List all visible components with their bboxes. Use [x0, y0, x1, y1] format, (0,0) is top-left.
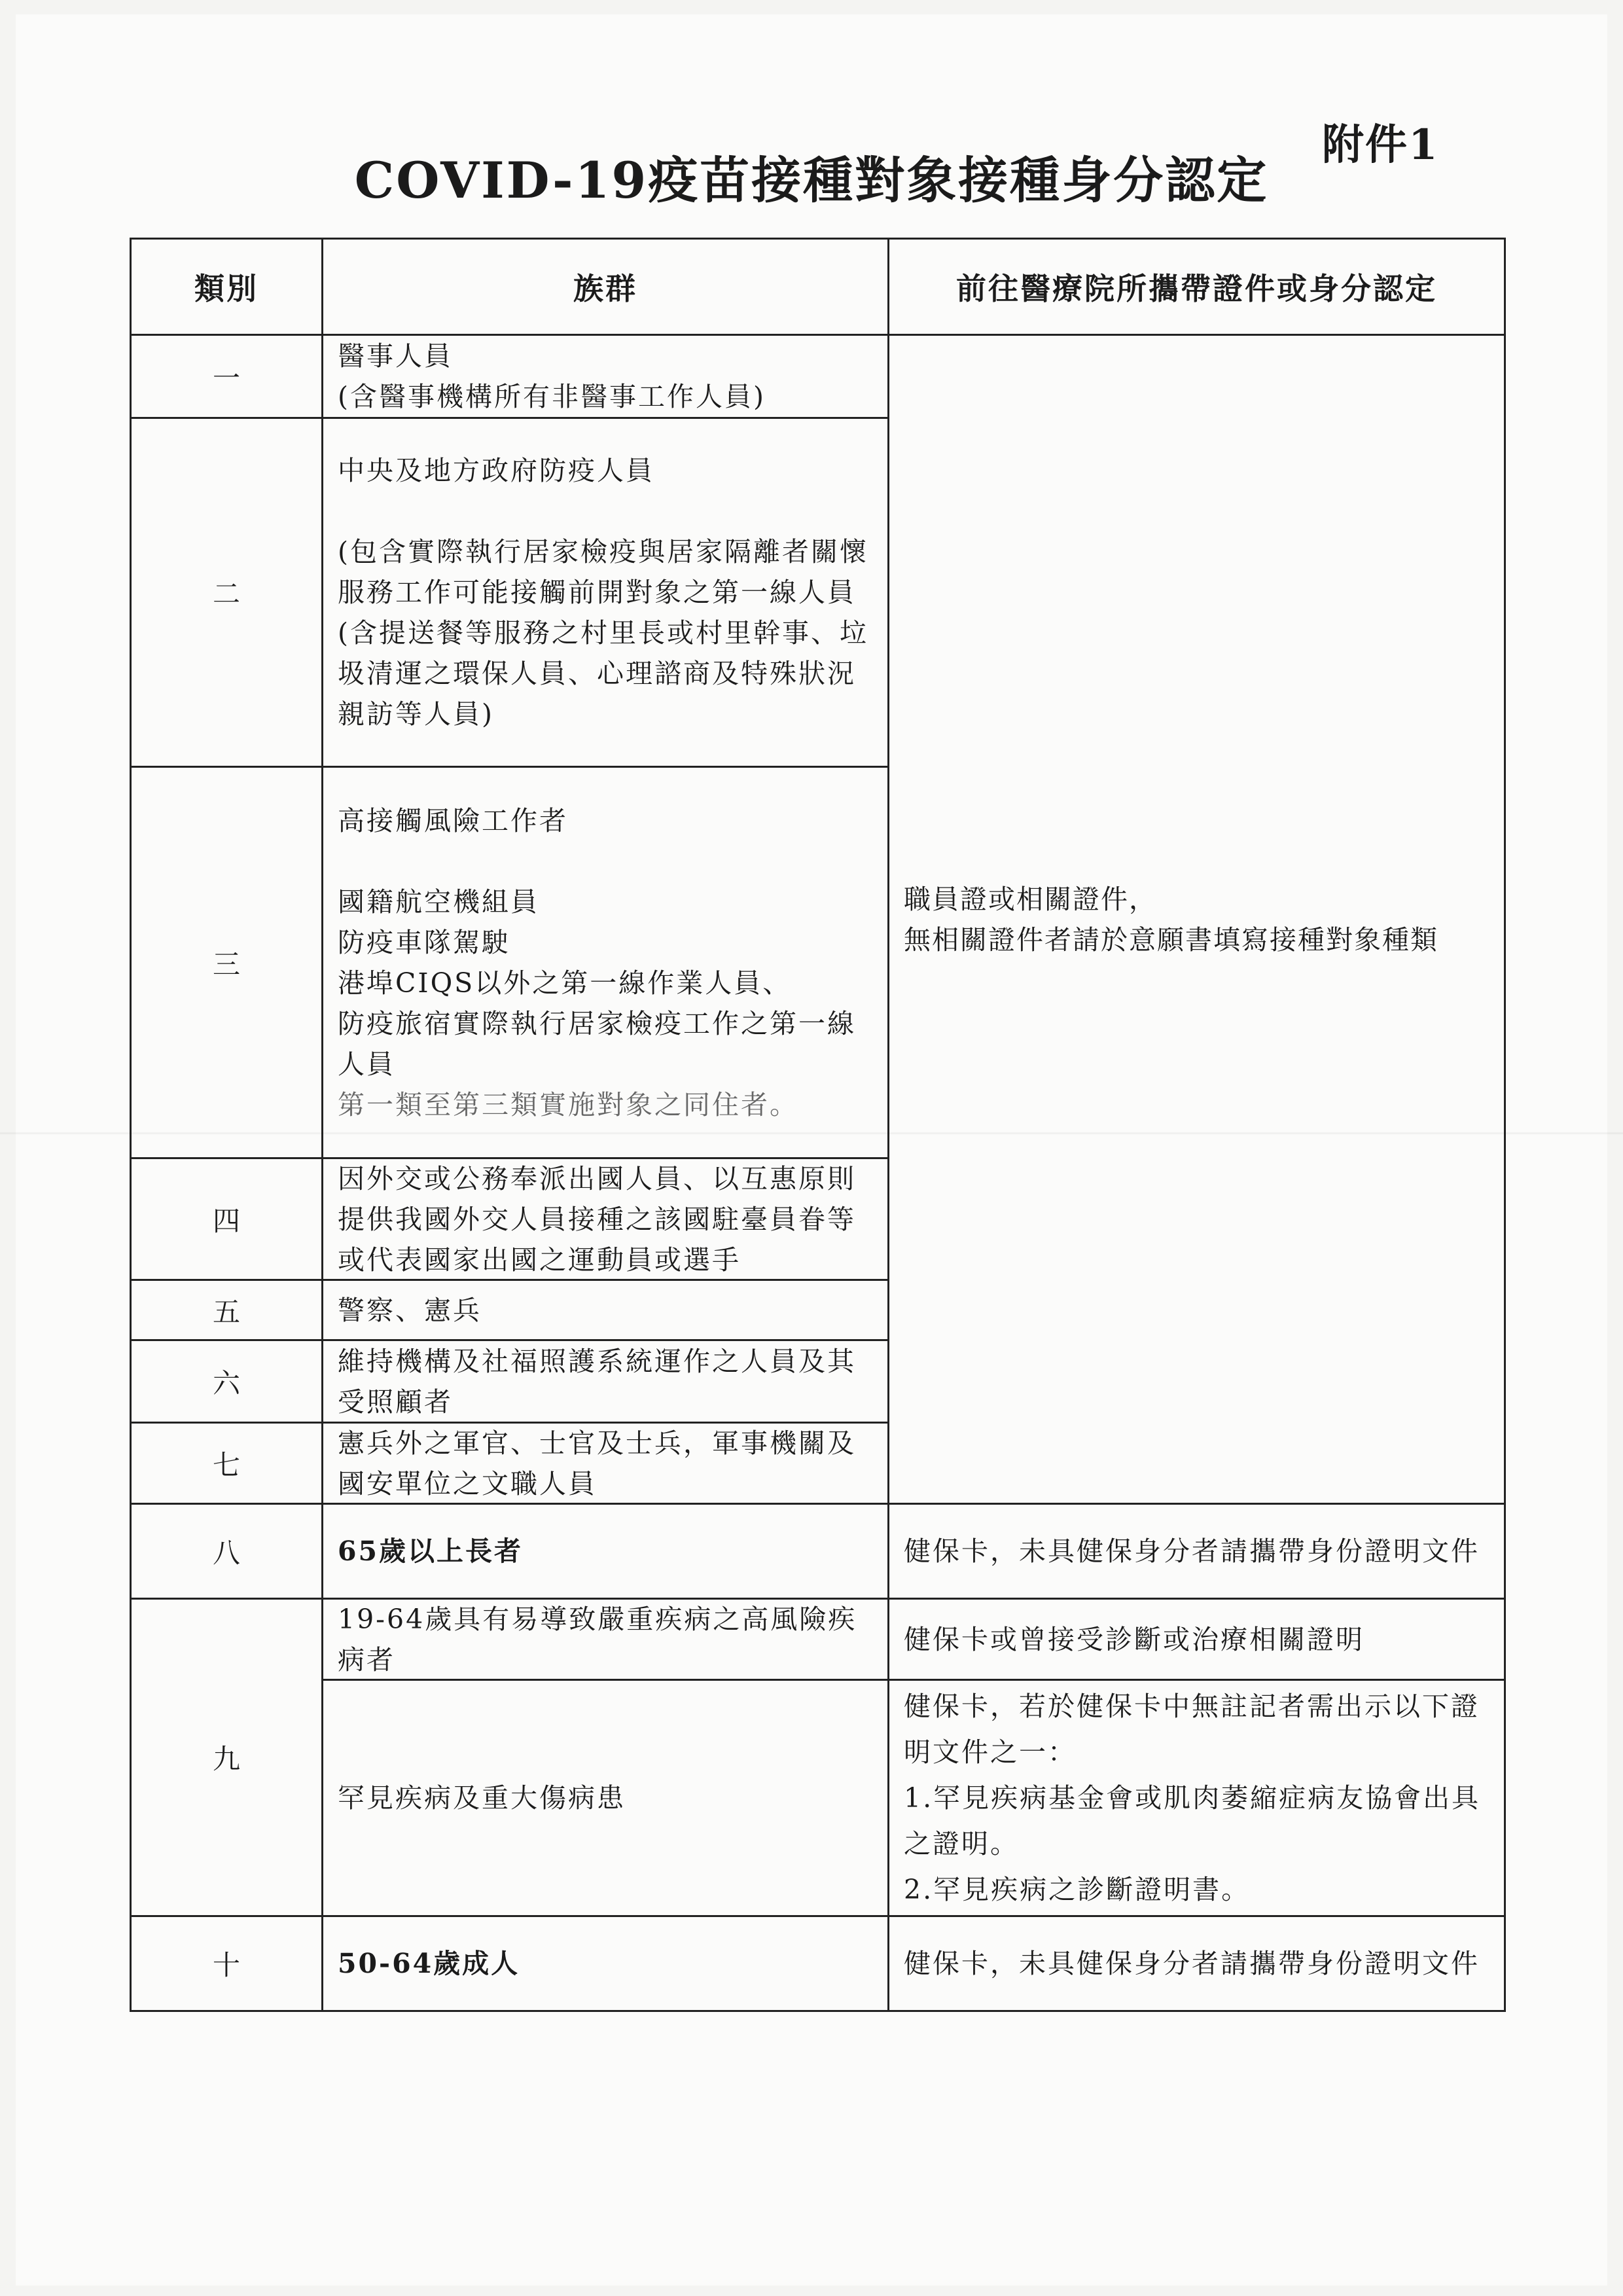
row-10-group-text: 50-64歲成人 — [338, 1948, 520, 1979]
row-5-category: 五 — [212, 1295, 240, 1328]
row-6-category: 六 — [212, 1367, 240, 1399]
attachment-label: 附件1 — [1322, 120, 1439, 170]
row-9a-group — [323, 1600, 887, 1679]
row-4-category: 四 — [212, 1204, 240, 1237]
row-6-group-text: 維持機構及社福照護系統運作之人員及其受照顧者 — [338, 1345, 856, 1418]
row-3-group — [323, 768, 887, 1157]
row-3-group-note: 第一類至第三類實施對象之同住者。 — [338, 1088, 798, 1121]
row-3-category: 三 — [212, 948, 240, 980]
row-1-category: 一 — [212, 362, 240, 394]
row-3-group-text: 高接觸風險工作者 國籍航空機組員 防疫車隊駕駛 港埠CIQS以外之第一線作業人員、 防疫旅宿實際執行居家檢疫工作之第一線人員 — [338, 804, 856, 1080]
row-7-group-text: 憲兵外之軍官、士官及士兵，軍事機關及國安單位之文職人員 — [338, 1427, 856, 1499]
document-title: COVID-19疫苗接種對象接種身分認定 — [354, 151, 1269, 209]
row-8-group — [323, 1505, 887, 1598]
row-9a-documents — [889, 1600, 1504, 1679]
row-2-category: 二 — [212, 578, 240, 610]
row-8-category: 八 — [212, 1537, 240, 1569]
row-10-documents — [889, 1917, 1504, 2010]
row-9b-group — [323, 1681, 887, 1915]
merged-documents-1-7 — [889, 336, 1504, 1503]
header-category: 類別 — [194, 271, 259, 306]
row-8-group-text: 65歲以上長者 — [338, 1535, 524, 1567]
row-2-group — [323, 419, 887, 766]
eligibility-table — [130, 238, 1506, 2012]
row-10-category: 十 — [212, 1949, 240, 1981]
row-4-group — [323, 1159, 887, 1279]
row-5-group — [323, 1281, 887, 1339]
merged-documents-text: 職員證或相關證件， 無相關證件者請於意願書填寫接種對象種類 — [904, 883, 1438, 956]
row-9b-documents-text: 健保卡，若於健保卡中無註記者需出示以下證明文件之一： 1.罕見疾病基金會或肌肉萎縮症病友協會出具之證明。 2.罕見疾病之診斷證明書。 — [904, 1691, 1481, 1905]
row-5-group-text: 警察、憲兵 — [338, 1294, 482, 1326]
row-8-documents-text: 健保卡，未具健保身分者請攜帶身份證明文件 — [904, 1535, 1480, 1567]
row-9b-documents — [889, 1681, 1504, 1915]
row-9-category: 九 — [212, 1743, 240, 1775]
row-1-group-text: 醫事人員 (含醫事機構所有非醫事工作人員) — [338, 340, 766, 412]
row-2-group-text: 中央及地方政府防疫人員 (包含實際執行居家檢疫與居家隔離者關懷服務工作可能接觸前開對象之第一線人員(含提送餐等服務之村里長或村里幹事、垃圾清運之環保人員、心理諮商及特殊狀況親訪等人員) — [338, 455, 868, 730]
row-9b-group-text: 罕見疾病及重大傷病患 — [338, 1782, 626, 1814]
row-9a-documents-text: 健保卡或曾接受診斷或治療相關證明 — [904, 1623, 1364, 1655]
row-4-group-text: 因外交或公務奉派出國人員、以互惠原則提供我國外交人員接種之該國駐臺員眷等或代表國家出國之運動員或選手 — [338, 1162, 856, 1276]
header-group: 族群 — [573, 271, 637, 306]
row-1-group — [323, 336, 887, 417]
row-9a-group-text: 19-64歲具有易導致嚴重疾病之高風險疾病者 — [338, 1603, 857, 1676]
row-10-group — [323, 1917, 887, 2010]
row-7-group — [323, 1424, 887, 1503]
row-8-documents — [889, 1505, 1504, 1598]
row-6-group — [323, 1341, 887, 1422]
row-7-category: 七 — [212, 1448, 240, 1481]
header-documents: 前往醫療院所攜帶證件或身分認定 — [956, 271, 1437, 306]
row-10-documents-text: 健保卡，未具健保身分者請攜帶身份證明文件 — [904, 1948, 1480, 1979]
